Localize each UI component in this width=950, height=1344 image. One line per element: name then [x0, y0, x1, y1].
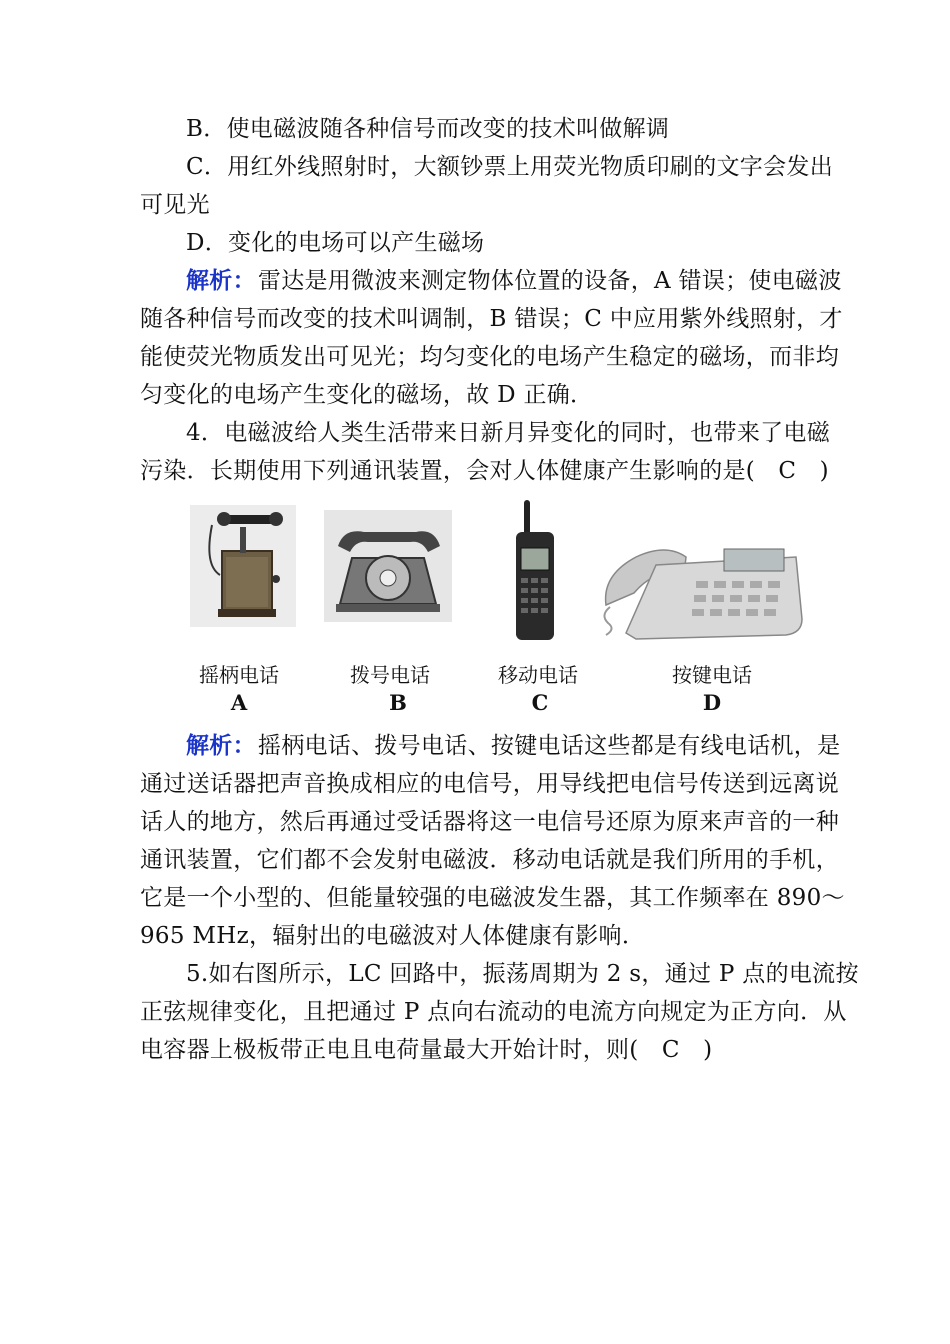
question-4-line-2: 污染．长期使用下列通讯装置，会对人体健康产生影响的是( C ): [140, 458, 829, 484]
figure-letter-d: D: [702, 690, 722, 715]
question-4-line-1: 4．电磁波给人类生活带来日新月异变化的同时，也带来了电磁: [186, 420, 831, 446]
figure-letter-b: B: [389, 690, 407, 715]
option-b: B．使电磁波随各种信号而改变的技术叫做解调: [186, 116, 670, 142]
push-button-telephone-image: [596, 535, 804, 641]
crank-telephone-image: [190, 505, 296, 627]
question-5-line-1: 5.如右图所示，LC 回路中，振荡周期为 2 s，通过 P 点的电流按: [186, 961, 859, 987]
solution-4-line-6: 965 MHz，辐射出的电磁波对人体健康有影响．: [140, 923, 646, 949]
solution-4-line-2: 通过送话器把声音换成相应的电信号，用导线把电信号传送到远离说: [140, 771, 839, 797]
solution-4-line-3: 话人的地方，然后再通过受话器将这一电信号还原为原来声音的一种: [140, 809, 839, 835]
solution-label: 解析：: [186, 732, 256, 759]
rotary-telephone-image: [324, 510, 452, 622]
solution-4-line-1: 解析：摇柄电话、拨号电话、按键电话这些都是有线电话机，是: [186, 732, 841, 759]
solution-3-line-2: 随各种信号而改变的技术叫调制，B 错误；C 中应用紫外线照射，才: [140, 306, 843, 332]
option-c-cont: 可见光: [140, 192, 210, 218]
option-d: D．变化的电场可以产生磁场: [186, 230, 485, 256]
solution-label: 解析：: [186, 267, 256, 294]
solution-4-line-5: 它是一个小型的、但能量较强的电磁波发生器，其工作频率在 890～: [140, 885, 845, 911]
solution-4-line-4: 通讯装置，它们都不会发射电磁波．移动电话就是我们所用的手机，: [140, 847, 839, 873]
question-5-line-2: 正弦规律变化，且把通过 P 点向右流动的电流方向规定为正方向．从: [140, 999, 847, 1025]
figure-letter-c: C: [531, 690, 549, 715]
mobile-phone-image: [512, 500, 558, 642]
option-c: C．用红外线照射时，大额钞票上用荧光物质印刷的文字会发出: [186, 154, 833, 180]
solution-3-line-1: 解析：雷达是用微波来测定物体位置的设备，A 错误；使电磁波: [186, 267, 842, 294]
question-5-line-3: 电容器上极板带正电且电荷量最大开始计时，则( C ): [140, 1037, 713, 1063]
figure-letter-a: A: [230, 690, 248, 715]
figure-caption-d: 按键电话: [672, 663, 752, 687]
solution-3-line-3: 能使荧光物质发出可见光；均匀变化的电场产生稳定的磁场，而非均: [140, 344, 839, 370]
solution-3-line-4: 匀变化的电场产生变化的磁场，故 D 正确．: [140, 382, 594, 408]
figure-caption-c: 移动电话: [498, 663, 578, 687]
figure-caption-b: 拨号电话: [350, 663, 430, 687]
figure-caption-a: 摇柄电话: [199, 663, 279, 687]
